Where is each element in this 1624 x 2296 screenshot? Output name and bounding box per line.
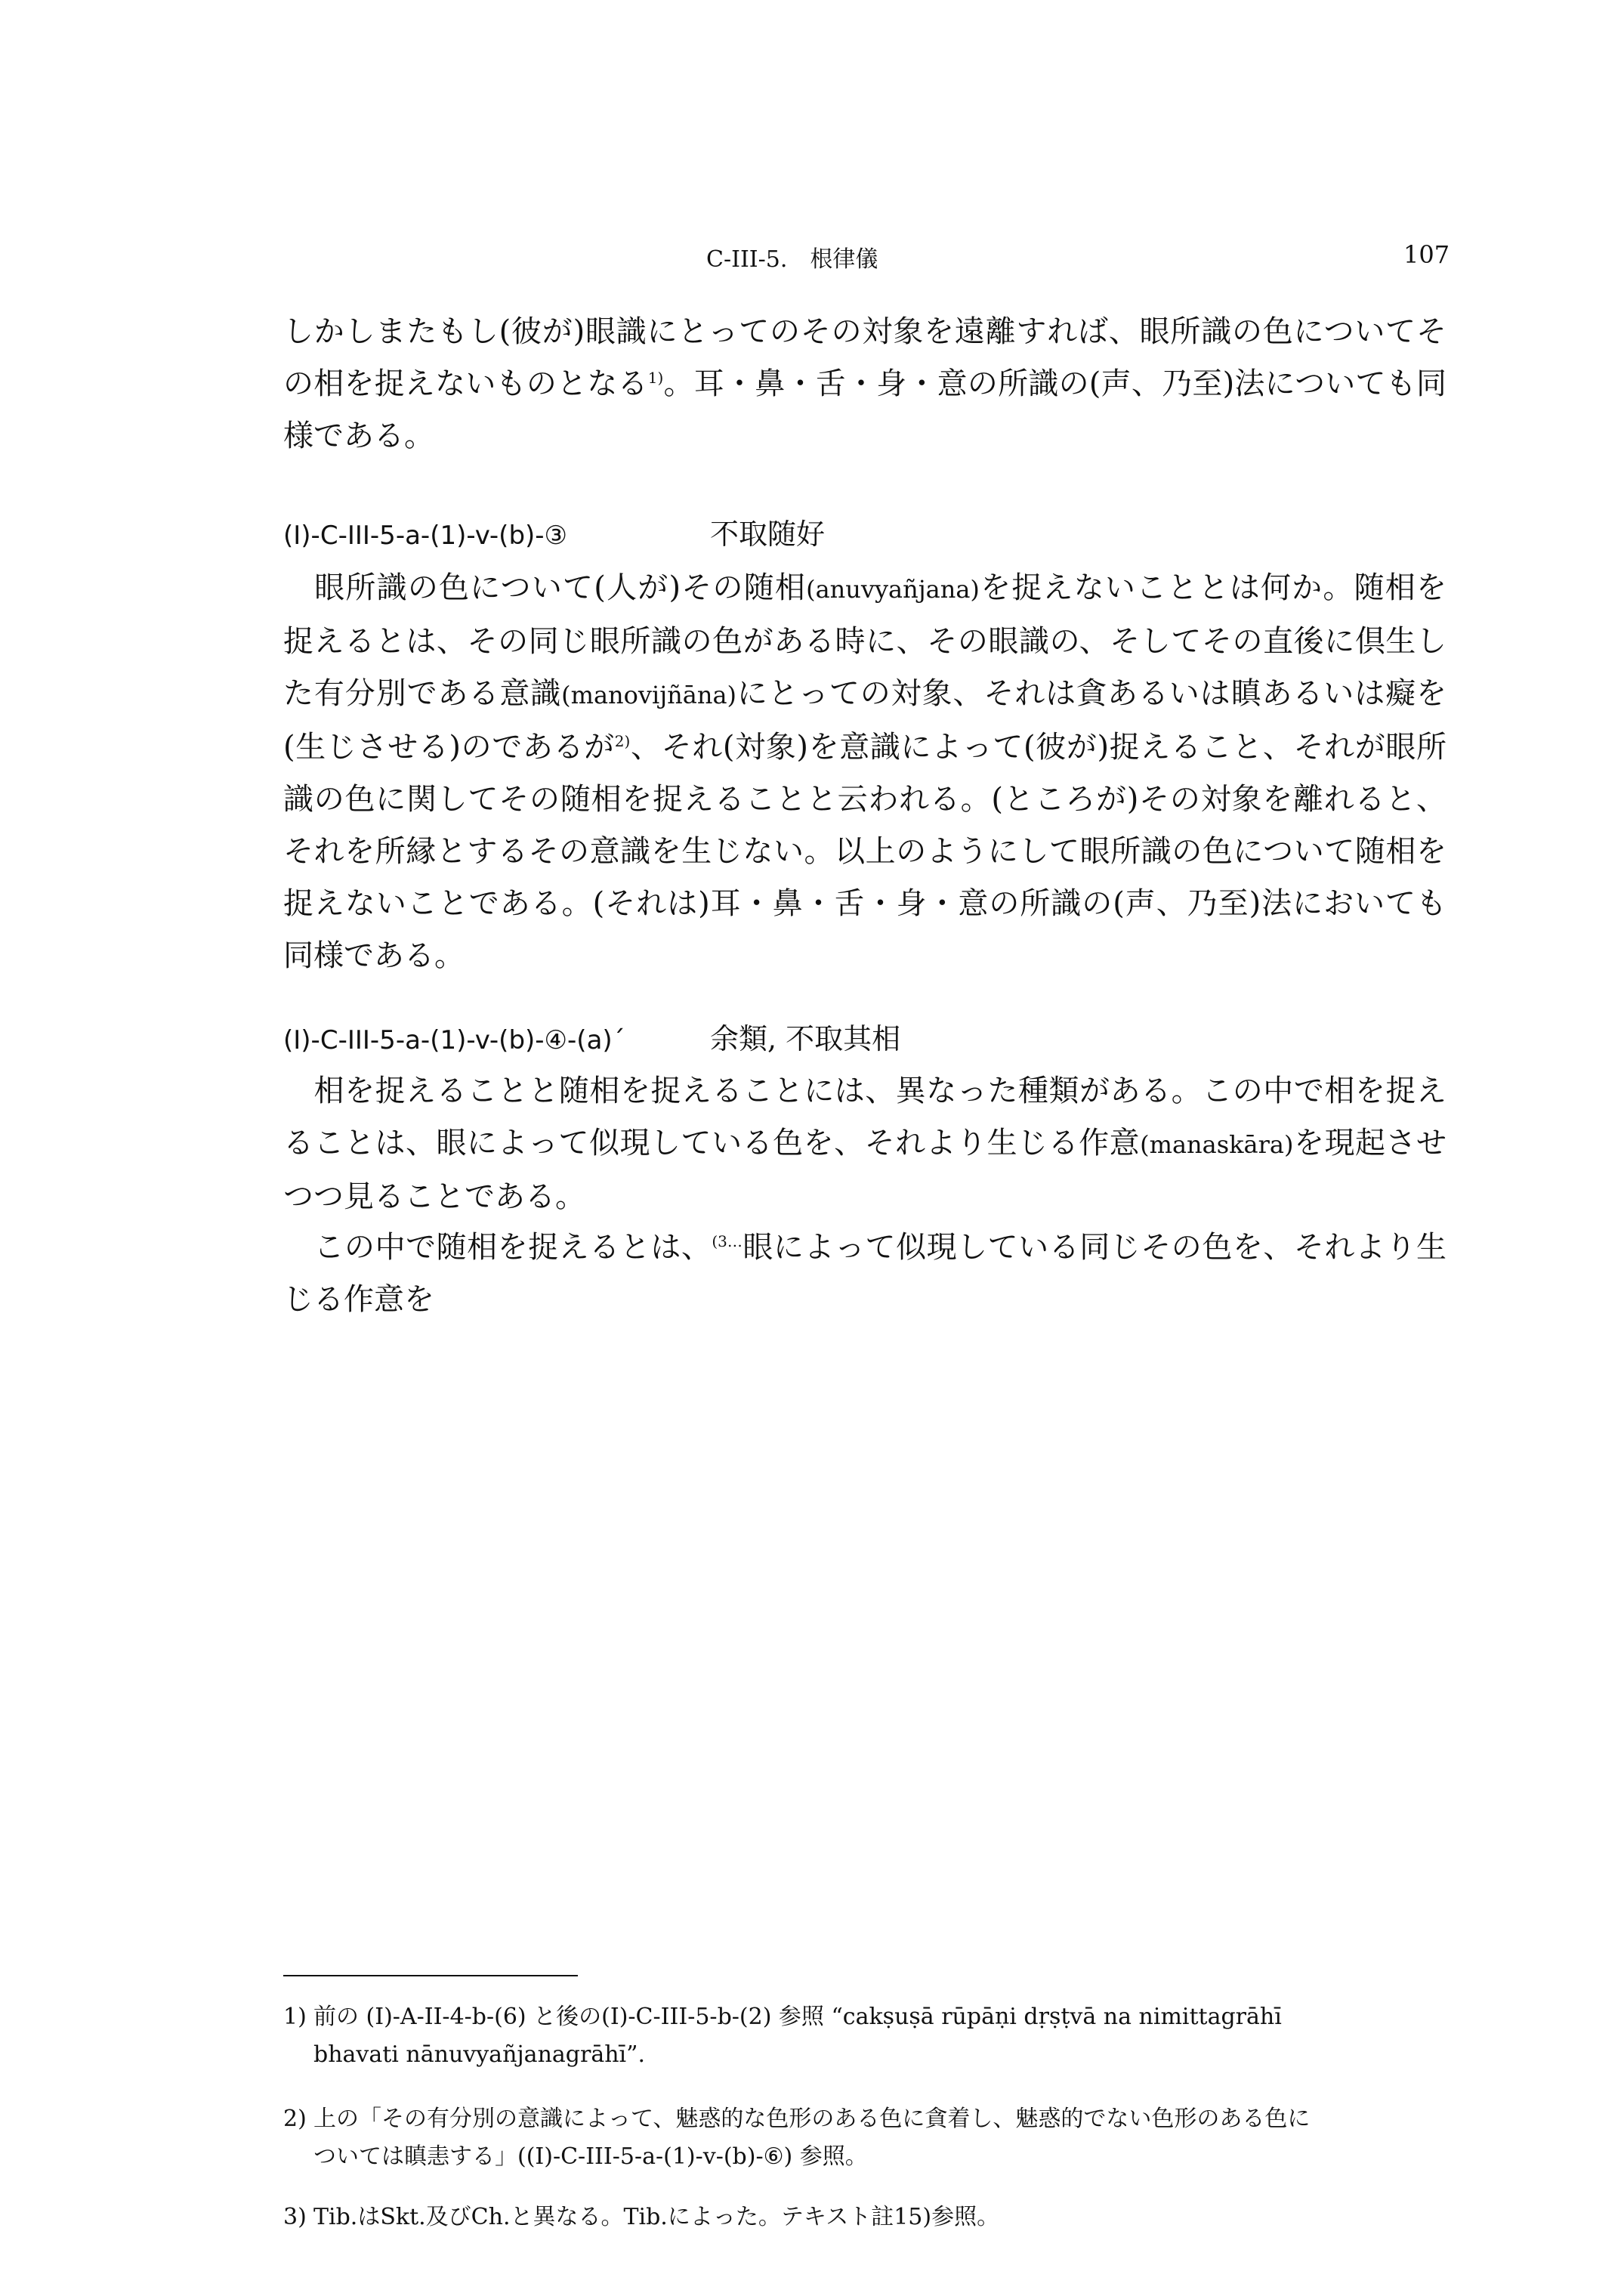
paragraph-1	[283, 306, 1446, 462]
paragraph-1-rest: 。耳・鼻・舌・身・意の所識の(声、乃至)法についても同様である。	[283, 366, 1447, 453]
paragraph-2-text-c: にとっての対象、それは貪あるいは瞋あるいは癡を(生じさせる)のであるが	[283, 676, 1447, 765]
section-heading-2-code: (I)-C-III-5-a-(1)-v-(b)-④-(a)´	[283, 1025, 625, 1055]
footnote-ref-2: 2)	[614, 732, 631, 750]
footnote-2-number: 2)	[283, 2106, 307, 2132]
footnote-2-continuation: ついては瞋恚する」((I)-C-III-5-a-(1)-v-(b)-⑥) 参照。	[313, 2143, 868, 2170]
footnote-divider	[283, 1974, 578, 1977]
paragraph-2	[283, 562, 1446, 982]
paragraph-2-sanskrit-1: (anuvyañjana)	[806, 575, 980, 604]
section-heading-2	[283, 1020, 900, 1059]
footnote-3-number: 3)	[283, 2204, 307, 2230]
paragraph-2-sanskrit-2: (manovijñāna)	[561, 681, 737, 709]
paragraph-3-text-b: を現起させつつ見ることである。	[283, 1126, 1447, 1214]
footnote-1	[283, 1998, 1446, 2074]
footnote-1-text: 前の (I)-A-II-4-b-(6) と後の(I)-C-III-5-b-(2) 参照 “cakṣuṣā rūpāṇi dṛṣṭvā na nimittagrāhī	[313, 2004, 1282, 2030]
footnote-ref-3: (3…	[712, 1232, 743, 1250]
paragraph-3	[283, 1065, 1446, 1223]
section-heading-1	[283, 515, 825, 555]
paragraph-2-text-b: を捉えないこととは何か。随相を捉えるとは、その同じ眼所識の色がある時に、その眼識の、そしてその直後に倶生した有分別である意識	[283, 570, 1446, 711]
paragraph-4	[283, 1222, 1446, 1326]
footnote-3	[283, 2199, 1446, 2236]
footnote-1-number: 1)	[283, 2004, 307, 2030]
footnote-3-text: Tib.はSkt.及びCh.と異なる。Tib.によった。テキスト註15)参照。	[313, 2204, 1000, 2230]
paragraph-3-text-a: 相を捉えることと随相を捉えることには、異なった種類がある。この中で相を捉えることは、眼によって似現している色を、それより生じる作意	[283, 1074, 1446, 1160]
section-heading-2-title: 余類, 不取其相	[710, 1022, 901, 1055]
paragraph-2-text-a: 眼所識の色について(人が)その随相	[313, 570, 807, 605]
footnote-1-continuation: bhavati nānuvyañjanagrāhī”.	[313, 2041, 645, 2068]
paragraph-2-text-d: 、それ(対象)を意識によって(彼が)捉えること、それが眼所識の色に関してその随相を捉えることと云われる。(ところが)その対象を離れると、それを所縁とするその意識を生じない。以上のようにして眼所識の色について随相を捉えないことである。(それは)耳・鼻・舌・身・意の所識の(声、乃至)法においても同様である。	[283, 730, 1447, 973]
running-head: C-III-5. 根律儀	[706, 246, 878, 273]
footnote-2-text: 上の「その有分別の意識によって、魅惑的な色形のある色に貪着し、魅惑的でない色形のある色に	[313, 2106, 1311, 2132]
paragraph-4-text-a: この中で随相を捉えるとは、	[313, 1230, 712, 1265]
section-heading-1-code: (I)-C-III-5-a-(1)-v-(b)-③	[283, 521, 568, 551]
paragraph-1-text: しかしまたもし(彼が)眼識にとってのその対象を遠離すれば、眼所識の色についてその相を捉えないものとなる	[283, 314, 1446, 401]
paragraph-4-text-b: 眼によって似現している同じその色を、それより生じる作意を	[283, 1230, 1447, 1317]
section-heading-1-title: 不取随好	[710, 518, 826, 551]
footnote-ref-1: 1)	[647, 369, 664, 387]
paragraph-3-sanskrit: (manaskāra)	[1140, 1130, 1294, 1159]
page-number: 107	[1403, 240, 1450, 269]
footnote-2	[283, 2100, 1446, 2176]
